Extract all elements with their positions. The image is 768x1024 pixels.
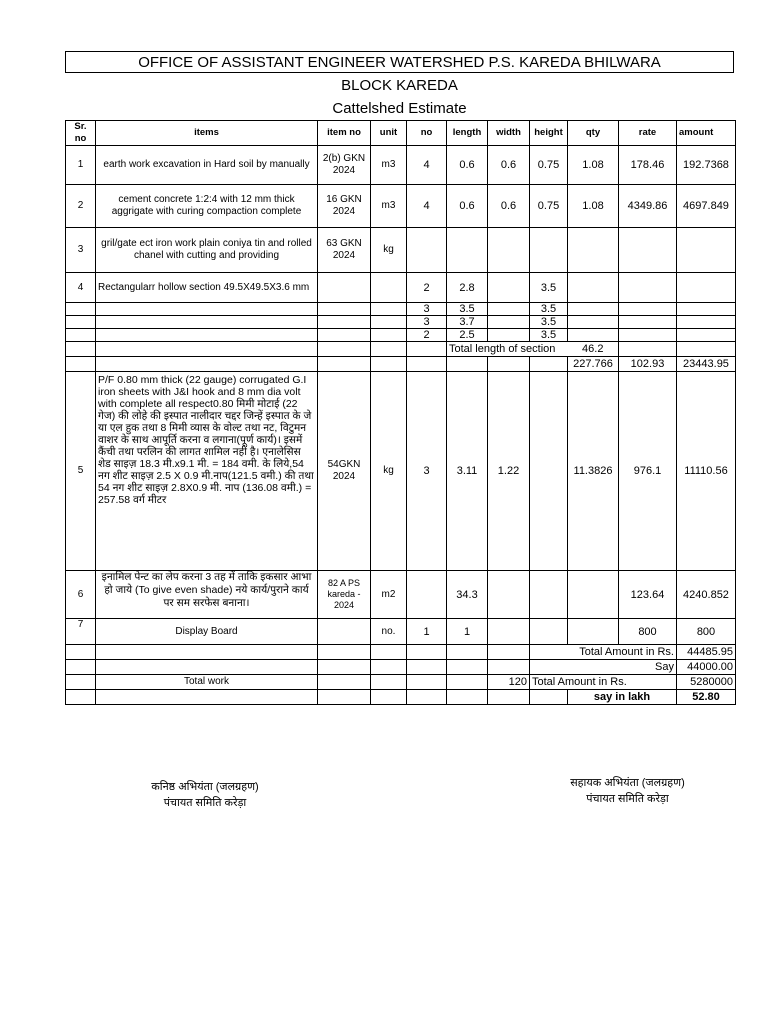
cell-height: 3.5 [530, 316, 568, 329]
cell-no: 3 [407, 303, 447, 316]
col-header: amount [677, 121, 736, 146]
cell-rate: 800 [619, 619, 677, 645]
cell-no: 4 [407, 185, 447, 228]
cell-amount: 192.7368 [677, 146, 736, 185]
cell-qty: 11.3826 [568, 372, 619, 571]
cell-sr: 7 [66, 619, 96, 645]
cell-amount: 800 [677, 619, 736, 645]
cell-sr: 6 [66, 571, 96, 619]
cell-unit: m3 [371, 185, 407, 228]
table-row [66, 303, 736, 316]
lakh-value: 52.80 [677, 690, 736, 705]
cell-width: 1.22 [488, 372, 530, 571]
table-row [66, 185, 736, 228]
cell-sr: 2 [66, 185, 96, 228]
cell-no: 1 [407, 619, 447, 645]
cell-height: 3.5 [530, 329, 568, 342]
total-work-count: 120 [488, 675, 530, 690]
cell-item: gril/gate ect iron work plain coniya tin and rolled chanel with cutting and providing [96, 228, 318, 273]
cell-sr: 1 [66, 146, 96, 185]
cell-amount: 11110.56 [677, 372, 736, 571]
office-title: OFFICE OF ASSISTANT ENGINEER WATERSHED P.S. KAREDA BHILWARA [65, 51, 734, 73]
cell-rate: 4349.86 [619, 185, 677, 228]
cell-amount: 4240.852 [677, 571, 736, 619]
signature-office: पंचायत समिति करेड़ा [586, 793, 669, 805]
cell-length: 0.6 [447, 185, 488, 228]
cell-sr: 5 [66, 372, 96, 571]
cell-width: 0.6 [488, 185, 530, 228]
col-header: qty [568, 121, 619, 146]
cell-item: Rectangularr hollow section 49.5X49.5X3.6 mm [96, 273, 318, 303]
cell-item: cement concrete 1:2:4 with 12 mm thick aggrigate with curing compaction complete [96, 185, 318, 228]
cell-itemno: 16 GKN 2024 [318, 185, 371, 228]
grand-total-value: 5280000 [677, 675, 736, 690]
cell-height: 0.75 [530, 146, 568, 185]
col-header: Sr. no [66, 121, 96, 146]
table-row [66, 146, 736, 185]
signature-office: पंचायत समिति करेड़ा [163, 797, 247, 809]
cell-unit: kg [371, 228, 407, 273]
cell-no: 3 [407, 372, 447, 571]
col-header: length [447, 121, 488, 146]
estimate-title: Cattelshed Estimate [332, 100, 467, 117]
block-title: BLOCK KAREDA [341, 77, 458, 94]
cell-itemno: 54GKN 2024 [318, 372, 371, 571]
table-row [66, 316, 736, 329]
table-row [66, 645, 736, 660]
cell-length: 0.6 [447, 146, 488, 185]
cell-qty: 227.766 [568, 357, 619, 372]
table-row [66, 372, 736, 571]
estimate-table [65, 120, 736, 705]
cell-length: 3.7 [447, 316, 488, 329]
col-header: width [488, 121, 530, 146]
cell-item: Display Board [96, 619, 318, 645]
total-length-label: Total length of section [447, 342, 568, 357]
cell-height: 3.5 [530, 273, 568, 303]
junior-engineer-signature [120, 779, 290, 811]
cell-unit: m3 [371, 146, 407, 185]
header-row [66, 121, 736, 146]
cell-length: 3.11 [447, 372, 488, 571]
signature-title: सहायक अभियंता (जलग्रहण) [570, 777, 685, 789]
assistant-engineer-signature [540, 775, 715, 807]
table-row [66, 228, 736, 273]
cell-unit: no. [371, 619, 407, 645]
col-header: height [530, 121, 568, 146]
cell-sr: 3 [66, 228, 96, 273]
table-row [66, 675, 736, 690]
cell-itemno: 82 A PS kareda - 2024 [318, 571, 371, 619]
cell-item: इनामिल पेन्ट का लेप करना 3 तह में ताकि इकसार आभा हो जाये (To give even shade) नये कार्य/पुराने कार्य पर सम सरफेस बनाना। [96, 571, 318, 619]
cell-rate: 976.1 [619, 372, 677, 571]
cell-no: 2 [407, 273, 447, 303]
grand-total-label: Total Amount in Rs. [530, 675, 677, 690]
cell-length: 1 [447, 619, 488, 645]
table-row [66, 690, 736, 705]
cell-item: earth work excavation in Hard soil by manually [96, 146, 318, 185]
table-row [66, 571, 736, 619]
cell-rate: 102.93 [619, 357, 677, 372]
cell-height: 3.5 [530, 303, 568, 316]
cell-width: 0.6 [488, 146, 530, 185]
cell-length: 3.5 [447, 303, 488, 316]
cell-height: 0.75 [530, 185, 568, 228]
total-amount-label: Total Amount in Rs. [530, 645, 677, 660]
cell-length: 2.8 [447, 273, 488, 303]
col-header: unit [371, 121, 407, 146]
col-header: rate [619, 121, 677, 146]
cell-no: 2 [407, 329, 447, 342]
cell-unit: kg [371, 372, 407, 571]
signature-title: कनिष्ठ अभियंता (जलग्रहण) [151, 781, 259, 793]
cell-unit: m2 [371, 571, 407, 619]
cell-amount: 4697.849 [677, 185, 736, 228]
table-row [66, 342, 736, 357]
table-row [66, 357, 736, 372]
lakh-label: say in lakh [568, 690, 677, 705]
table-row [66, 619, 736, 645]
cell-itemno: 63 GKN 2024 [318, 228, 371, 273]
col-header: items [96, 121, 318, 146]
cell-sr: 4 [66, 273, 96, 303]
cell-length: 2.5 [447, 329, 488, 342]
cell-itemno: 2(b) GKN 2024 [318, 146, 371, 185]
cell-no: 4 [407, 146, 447, 185]
say-value: 44000.00 [677, 660, 736, 675]
table-row [66, 329, 736, 342]
cell-item: P/F 0.80 mm thick (22 gauge) corrugated G.I iron sheets with J&I hook and 8 mm dia volt with complete all respect0.80 मिमी मोटाई (22 गेज) की लोहे की इस्पात नालीदार चद्दर जिन्हें इस्पात के जे या एल हुक तथा 8 मिमी व्यास के वोल्ट तथा नट, विटुमन वाशर के साथ आपूर्ति करना व लगाना(पूर्ण कार्य)। इसमें कैंची तथा परलिन की लागत शामिल नहीं है। एनालेसिस शेड साइज़ 18.3 मी.x9.1 मी. = 184 वमी. के लिये,54 नग शीट साइज़ 2.5 X 0.9 मी.नाप(121.5 वमी.) की तथा 54 नग शीट साइज़ 2.8X0.9 मी. नाप (136.08 वमी.) = 257.58 वर्ग मीटर [96, 372, 318, 571]
total-length-value: 46.2 [568, 342, 619, 357]
cell-amount: 23443.95 [677, 357, 736, 372]
cell-qty: 1.08 [568, 185, 619, 228]
col-header: no [407, 121, 447, 146]
table-row [66, 273, 736, 303]
cell-rate: 123.64 [619, 571, 677, 619]
cell-rate: 178.46 [619, 146, 677, 185]
cell-qty: 1.08 [568, 146, 619, 185]
total-amount-value: 44485.95 [677, 645, 736, 660]
say-label: Say [530, 660, 677, 675]
cell-length: 34.3 [447, 571, 488, 619]
cell-no: 3 [407, 316, 447, 329]
total-work-label: Total work [96, 675, 318, 690]
col-header: item no [318, 121, 371, 146]
table-row [66, 660, 736, 675]
